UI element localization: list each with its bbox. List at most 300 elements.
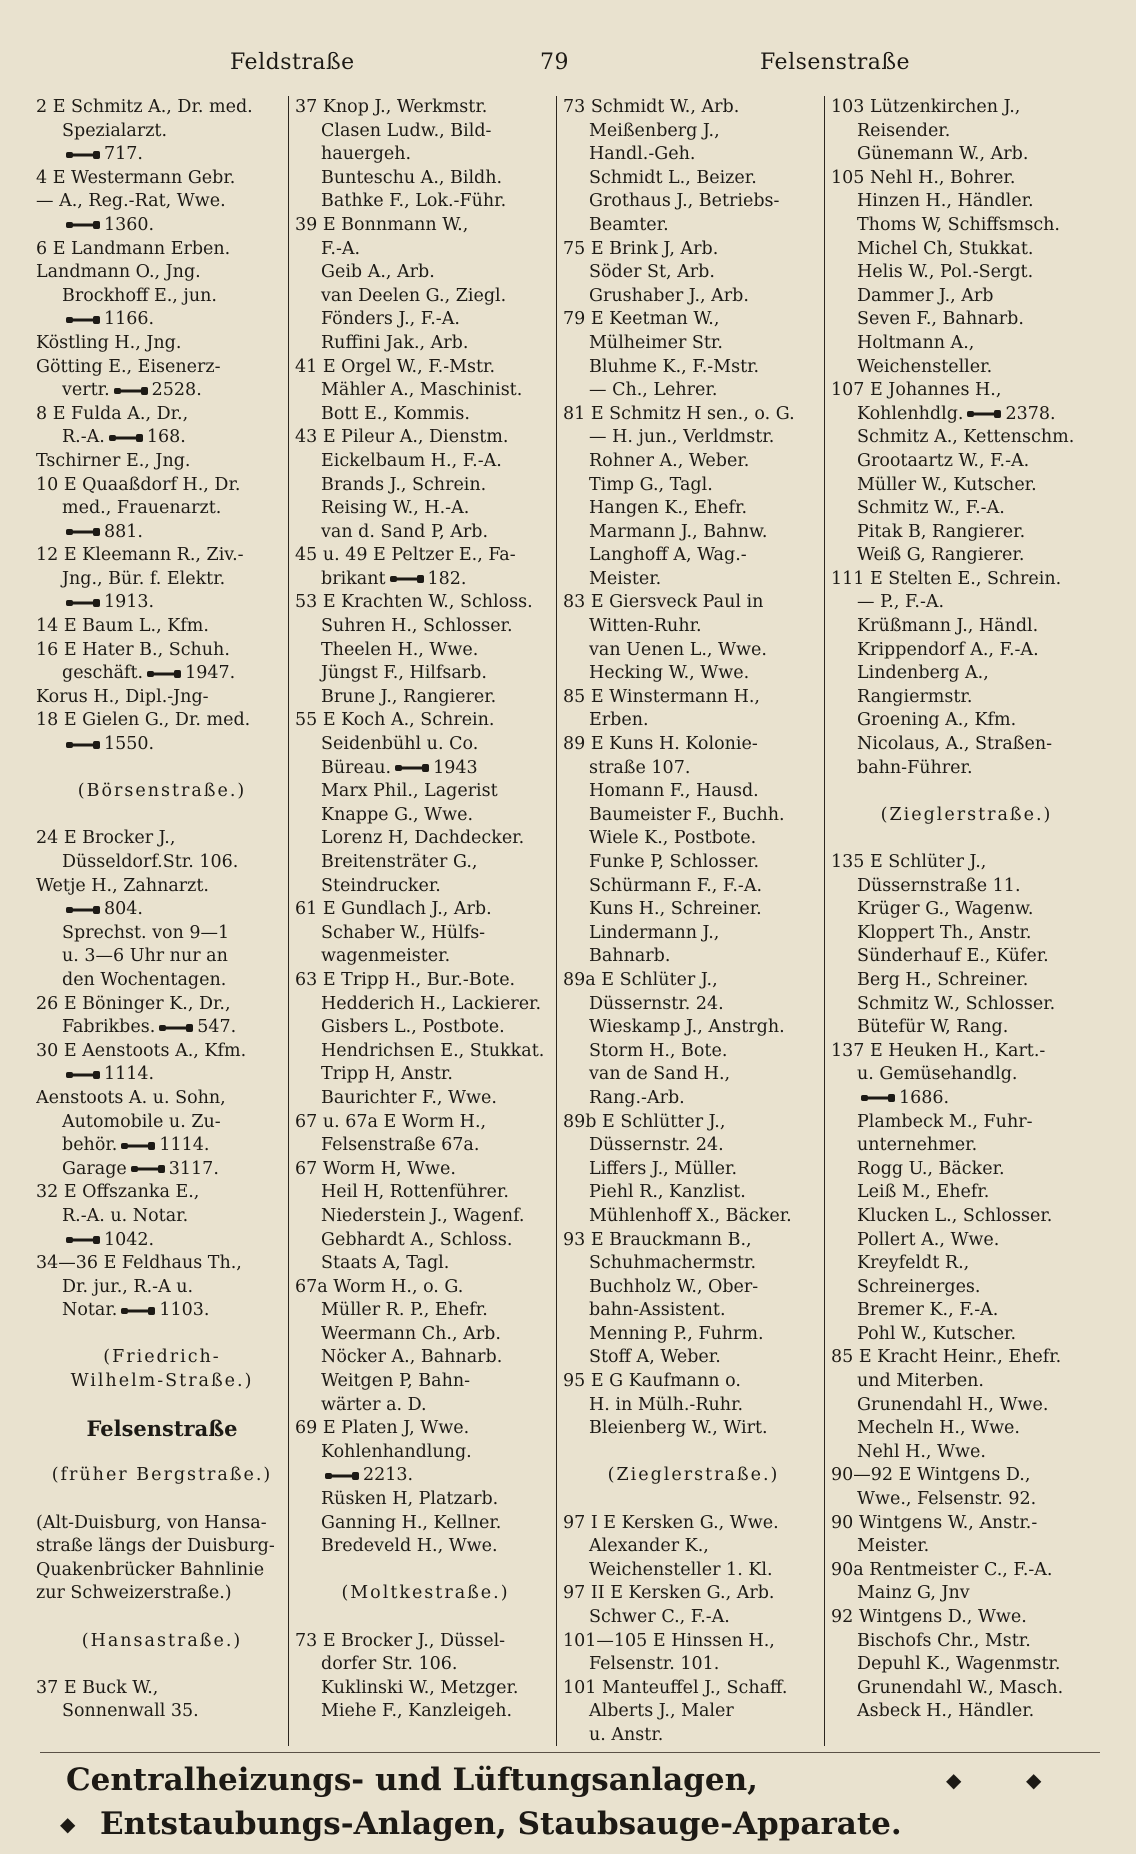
phone-number: 547. [197,1017,237,1038]
directory-entry-line: Weitgen P, Bahn- [321,1371,471,1392]
directory-entry-line: Mecheln H., Wwe. [857,1418,1020,1439]
directory-entry-line: Düssernstr. 24. [589,1135,724,1156]
directory-entry-line: Bahnarb. [589,946,671,967]
directory-entry-line: 79 E Keetman W., [563,309,720,330]
directory-entry-line: Automobile u. Zu- [62,1111,221,1132]
spacer [831,827,1102,851]
entry-text: Fabrikbes. [62,1017,156,1038]
directory-entry-line: Dammer J., Arb [857,285,994,306]
directory-entry-line: Seidenbühl u. Co. [321,734,479,755]
directory-entry-line: Köstling H., Jng. [36,332,182,353]
directory-entry-line [36,426,288,450]
directory-entry-line: Thoms W, Schiffsmsch. [857,214,1060,235]
directory-entry-line: (Alt-Duisburg, von Hansa- [36,1512,267,1533]
directory-entry-line: Ganning H., Kellner. [321,1512,502,1533]
directory-entry-line: Bathke F., Lok.-Führ. [321,191,507,212]
telephone-receiver-icon [147,669,181,679]
directory-entry-line: Helis W., Pol.-Sergt. [857,262,1034,283]
phone-number: 1686. [899,1087,950,1108]
directory-entry-line: Düsseldorf.Str. 106. [62,852,239,872]
directory-entry-line: u. Gemüsehandlg. [857,1064,1018,1085]
directory-entry-line: zur Schweizerstraße.) [36,1583,232,1604]
phone-number: 1166. [104,309,155,330]
advertisement-line-1 [66,1762,1126,1798]
directory-entry-line: 89 E Kuns H. Kolonie- [563,734,758,755]
phone-number: 2528. [151,380,202,401]
ornament-diamond-icon: ◆ [60,1812,76,1836]
directory-entry-line: Kohlenhandlung. [321,1441,472,1462]
directory-entry-line: Groening A., Kfm. [857,710,1017,731]
spacer [831,780,1102,804]
column-1 [36,96,288,1746]
directory-entry-line: hauergeh. [321,144,412,165]
directory-entry-line: Rang.-Arb. [589,1087,685,1108]
directory-entry-line: 137 E Heuken H., Kart.- [831,1040,1046,1061]
directory-entry-line: Handl.-Geh. [589,144,696,165]
directory-entry-line: Heil H, Rottenführer. [321,1182,509,1203]
directory-entry-line: van Uenen L., Wwe. [589,639,767,660]
directory-entry-line: Mähler A., Maschinist. [321,380,523,401]
directory-entry-line: Sünderhauf E., Küfer. [857,946,1049,967]
phone-number: 182. [427,568,467,589]
directory-entry-line: 37 Knop J., Werkmstr. [295,97,488,117]
telephone-receiver-icon [390,574,424,584]
directory-entry-line: Nöcker A., Bahnarb. [321,1347,503,1368]
directory-entry-line: Plambeck M., Fuhr- [857,1111,1033,1132]
header-left-street: Feldstraße [230,50,355,75]
directory-entry-line: Funke P, Schlosser. [589,852,760,872]
phone-number: 1114. [159,1135,210,1156]
directory-entry-line [36,379,288,403]
page-number: 79 [540,50,569,75]
phone-number: 1103. [159,1300,210,1321]
cross-street-label: (Friedrich- [103,1347,221,1368]
phone-number: 881. [104,521,143,542]
directory-entry-line: 55 E Koch A., Schrein. [295,710,495,731]
directory-entry-line: 81 E Schmitz H sen., o. G. [563,403,795,424]
spacer [36,757,288,781]
directory-entry-line: Aenstoots A. u. Sohn, [36,1087,226,1108]
directory-entry-line: Beamter. [589,214,669,235]
directory-columns [36,96,1102,1746]
directory-entry-line: Weichensteller 1. Kl. [589,1559,773,1580]
directory-entry-line: 107 E Johannes H., [831,380,1002,401]
directory-entry-line: Mülheimer Str. [589,332,723,353]
telephone-receiver-icon [121,1141,155,1151]
directory-entry-line [36,1063,288,1087]
directory-entry-line: 18 E Gielen G., Dr. med. [36,710,251,731]
directory-entry-line: wärter a. D. [321,1394,427,1415]
directory-entry-line: — H. jun., Verldmstr. [589,427,775,448]
telephone-receiver-icon [395,763,429,773]
spacer [295,1606,556,1630]
directory-entry-line: Reising W., H.-A. [321,498,470,519]
directory-entry-line: Brands J., Schrein. [321,474,487,495]
directory-entry-line: 26 E Böninger K., Dr., [36,993,231,1014]
telephone-receiver-icon [66,150,100,160]
directory-entry-line: Clasen Ludw., Bild- [321,120,492,141]
directory-entry-line [36,733,288,757]
directory-entry-line: Reisender. [857,120,951,141]
footer-divider [40,1752,1100,1753]
directory-entry-line: Schuhmachermstr. [589,1253,757,1274]
directory-entry-line: Eickelbaum H., F.-A. [321,450,502,471]
directory-entry-line: Berg H., Schreiner. [857,969,1029,990]
telephone-receiver-icon [66,740,100,750]
directory-entry-line: wagenmeister. [321,946,451,967]
directory-entry-line: 34—36 E Feldhaus Th., [36,1253,242,1274]
directory-entry-line: Hecking W., Wwe. [589,663,750,684]
spacer [36,1606,288,1630]
telephone-receiver-icon [66,315,100,325]
directory-entry-line: Landmann O., Jng. [36,262,201,283]
directory-entry-line: bahn-Führer. [857,757,973,778]
directory-entry-line: van d. Sand P, Arb. [321,521,489,542]
phone-number: 1114. [104,1064,155,1085]
directory-entry-line: Mainz G, Jnv [857,1583,970,1604]
directory-entry-line: Schmitz A., Kettenschm. [857,427,1075,448]
directory-entry-line: 2 E Schmitz A., Dr. med. [36,97,253,117]
directory-entry-line: 6 E Landmann Erben. [36,238,231,259]
directory-entry-line: Schwer C., F.-A. [589,1607,730,1627]
entry-text: Garage [62,1158,127,1179]
directory-entry-line: Baumeister F., Buchh. [589,804,785,825]
directory-entry-line: Brockhoff E., jun. [62,285,217,306]
telephone-receiver-icon [159,1023,193,1033]
directory-entry-line [831,403,1102,427]
directory-entry-line: 89a E Schlüter J., [563,969,718,990]
directory-entry-line: 105 Nehl H., Bohrer. [831,167,1016,188]
directory-entry-line: Tripp H, Anstr. [321,1064,453,1085]
directory-entry-line [36,1016,288,1040]
column-4 [824,96,1102,1746]
directory-entry-line: Kuns H., Schreiner. [589,899,762,920]
directory-entry-line: 89b E Schlütter J., [563,1111,726,1132]
directory-entry-line [36,1134,288,1158]
directory-entry-line: 37 E Buck W., [36,1677,159,1698]
phone-number: 2213. [363,1465,414,1486]
directory-entry-line: Seven F., Bahnarb. [857,309,1024,330]
directory-entry-line: Hendrichsen E., Stukkat. [321,1040,545,1061]
directory-entry-line: Krüßmann J., Händl. [857,616,1039,637]
directory-entry-line: 97 I E Kersken G., Wwe. [563,1512,779,1533]
directory-entry-line: Fönders J., F.-A. [321,309,460,330]
directory-entry-line: Kloppert Th., Anstr. [857,922,1032,943]
directory-entry-line: Hedderich H., Lackierer. [321,993,542,1014]
directory-entry-line: Marmann J., Bahnw. [589,521,768,542]
ornament-diamond-icon: ◆ [1026,1768,1042,1792]
directory-entry-line: Weiß G, Rangierer. [857,545,1025,566]
cross-street-label: (Zieglerstraße.) [607,1465,780,1486]
directory-entry-line: Müller R. P., Ehefr. [321,1300,488,1321]
directory-entry-line: Witten-Ruhr. [589,616,702,637]
directory-entry-line: R.-A. u. Notar. [62,1205,189,1226]
entry-text: Notar. [62,1300,118,1321]
directory-entry-line: 73 E Brocker J., Düssel- [295,1630,506,1651]
directory-entry-line: 83 E Giersveck Paul in [563,592,764,613]
directory-entry-line: Spezialarzt. [62,120,168,141]
directory-entry-line: Menning P., Fuhrm. [589,1323,764,1344]
directory-entry-line: 101—105 E Hinssen H., [563,1630,775,1651]
directory-entry-line: Schmitz W., Schlosser. [857,993,1056,1014]
directory-entry-line: H. in Mülh.-Ruhr. [589,1394,744,1415]
directory-entry-line: den Wochentagen. [62,969,227,990]
directory-entry-line: Wetje H., Zahnarzt. [36,875,209,896]
directory-entry-line: Bremer K., F.-A. [857,1300,999,1321]
directory-entry-line: straße längs der Duisburg- [36,1536,275,1557]
directory-entry-line: — P., F.-A. [857,592,945,613]
directory-entry-line [36,214,288,238]
column-2 [288,96,556,1746]
directory-entry-line: Schmitz W., F.-A. [857,498,1005,519]
directory-entry-line [36,143,288,167]
directory-entry-line: Erben. [589,710,649,731]
directory-entry-line: Bischofs Chr., Mstr. [857,1630,1031,1651]
directory-entry-line: Kreyfeldt R., [857,1253,970,1274]
directory-entry-line: Rohner A., Weber. [589,450,750,471]
directory-entry-line: Rüsken H, Platzarb. [321,1489,499,1510]
directory-entry-line: Düssernstr. 24. [589,993,724,1014]
directory-entry-line: Dr. jur., R.-A u. [62,1276,194,1297]
directory-entry-line: Schreinerges. [857,1276,981,1297]
spacer [36,1488,288,1512]
directory-entry-line: 24 E Brocker J., [36,828,176,849]
directory-entry-line: Gebhardt A., Schloss. [321,1229,513,1250]
directory-entry-line: 67a Worm H., o. G. [295,1276,464,1297]
directory-entry-line: Bütefür W, Rang. [857,1017,1009,1038]
directory-entry-line: unternehmer. [857,1135,978,1156]
directory-entry-line: Sprechst. von 9—1 [62,922,230,943]
directory-entry-line: Theelen H., Wwe. [321,639,479,660]
directory-entry-line [36,1158,288,1182]
directory-entry-line: Grunendahl W., Masch. [857,1677,1064,1698]
directory-entry-line: Grushaber J., Arb. [589,285,749,306]
directory-entry-line: Bleienberg W., Wirt. [589,1418,768,1439]
telephone-receiver-icon [66,527,100,537]
entry-text: geschäft. [62,663,144,684]
directory-entry-line [36,591,288,615]
directory-entry-line: 135 E Schlüter J., [831,852,987,872]
directory-entry-line: Michel Ch, Stukkat. [857,238,1034,259]
directory-entry-line: 4 E Westermann Gebr. [36,167,236,188]
directory-entry-line: Buchholz W., Ober- [589,1276,759,1297]
directory-entry-line [831,1087,1102,1111]
phone-number: 1042. [104,1229,155,1250]
directory-entry-line: Schürmann F., F.-A. [589,875,763,896]
advertisement-text-1: Centralheizungs- und Lüftungsanlagen, [66,1762,758,1798]
directory-entry-line: 85 E Winstermann H., [563,686,760,707]
directory-entry-line [36,662,288,686]
directory-entry-line: Bott E., Kommis. [321,403,470,424]
directory-entry-line: F.-A. [321,238,361,259]
spacer [36,1394,288,1418]
directory-entry-line: 75 E Brink J, Arb. [563,238,719,259]
cross-street-label: Wilhelm-Straße.) [70,1371,254,1392]
entry-text: Kohlenhdlg. [857,403,964,424]
spacer [36,1441,288,1465]
directory-entry-line: Nehl H., Wwe. [857,1441,986,1462]
telephone-receiver-icon [66,905,100,915]
directory-entry-line: Stoff A, Weber. [589,1347,721,1368]
directory-entry-line: Rogg U., Bäcker. [857,1158,1005,1179]
directory-entry-line: Timp G., Tagl. [589,474,713,495]
directory-entry-line: 30 E Aenstoots A., Kfm. [36,1040,247,1061]
telephone-receiver-icon [861,1093,895,1103]
phone-number: 1913. [104,592,155,613]
directory-entry-line: Müller W., Kutscher. [857,474,1037,495]
page-header [40,46,1100,82]
spacer [36,1653,288,1677]
directory-entry-line: Geib A., Arb. [321,262,435,283]
directory-entry-line: Liffers J., Müller. [589,1158,738,1179]
directory-entry-line: Felsenstraße 67a. [321,1135,480,1156]
advertisement-text-2: Entstaubungs-Anlagen, Staubsauge-Apparate. [100,1806,902,1842]
directory-entry-line: Grunendahl H., Wwe. [857,1394,1049,1415]
directory-entry-line: Meister. [857,1536,930,1557]
directory-entry-line: Düssernstraße 11. [857,875,1021,896]
directory-entry-line: 69 E Platen J, Wwe. [295,1418,470,1439]
directory-entry-line: 97 II E Kersken G., Arb. [563,1583,775,1604]
directory-entry-line: Tschirner E., Jng. [36,450,191,471]
directory-entry-line: 85 E Kracht Heinr., Ehefr. [831,1347,1062,1368]
directory-entry-line: Steindrucker. [321,875,441,896]
street-heading: Felsenstraße [86,1417,238,1441]
directory-entry-line: Lorenz H, Dachdecker. [321,828,525,849]
directory-entry-line: Niederstein J., Wagenf. [321,1205,525,1226]
telephone-receiver-icon [66,1235,100,1245]
directory-entry-line: u. 3—6 Uhr nur an [62,946,228,967]
directory-entry-line: Lindenberg A., [857,663,989,684]
entry-text: brikant [321,568,386,589]
directory-entry-line: 61 E Gundlach J., Arb. [295,899,492,920]
cross-street-label: (früher Bergstraße.) [51,1465,273,1486]
directory-entry-line: Baurichter F., Wwe. [321,1087,497,1108]
directory-entry-line: 53 E Krachten W., Schloss. [295,592,533,613]
entry-text: behör. [62,1135,118,1156]
directory-entry-line: — Ch., Lehrer. [589,380,718,401]
directory-entry-line: 41 E Orgel W., F.-Mstr. [295,356,496,377]
directory-entry-line: Meißenberg J., [589,120,720,141]
cross-street-label: (Moltkestraße.) [341,1583,510,1604]
directory-entry-line: Pitak B, Rangierer. [857,521,1026,542]
directory-entry-line [36,308,288,332]
directory-entry-line: Bunteschu A., Bildh. [321,167,503,188]
directory-entry-line: Hangen K., Ehefr. [589,498,748,519]
column-3 [556,96,824,1746]
directory-entry-line: Krüger G., Wagenw. [857,899,1034,920]
directory-entry-line: und Miterben. [857,1371,984,1392]
directory-entry-line: Quakenbrücker Bahnlinie [36,1559,265,1580]
directory-entry-line: Bluhme K., F.-Mstr. [589,356,760,377]
phone-number: 2378. [1005,403,1056,424]
telephone-receiver-icon [66,1070,100,1080]
directory-entry-line [36,898,288,922]
spacer [563,1441,824,1465]
cross-street-label: (Börsenstraße.) [77,781,247,802]
directory-entry-line: 67 Worm H, Wwe. [295,1158,456,1179]
directory-entry-line: Hinzen H., Händler. [857,191,1034,212]
directory-entry-line: 14 E Baum L., Kfm. [36,616,209,637]
directory-entry-line: 10 E Quaaßdorf H., Dr. [36,474,241,495]
directory-entry-line: — A., Reg.-Rat, Wwe. [36,191,226,212]
directory-entry-line: 73 Schmidt W., Arb. [563,97,740,117]
telephone-receiver-icon [121,1306,155,1316]
directory-entry-line: Depuhl K., Wagenmstr. [857,1654,1061,1675]
directory-entry-line: Lindermann J., [589,922,720,943]
directory-entry-line: bahn-Assistent. [589,1300,726,1321]
directory-entry-line: 67 u. 67a E Worm H., [295,1111,487,1132]
directory-entry-line: straße 107. [589,757,691,778]
directory-entry-line: Wwe., Felsenstr. 92. [857,1489,1037,1510]
cross-street-label: (Zieglerstraße.) [880,804,1053,825]
directory-entry-line: Korus H., Dipl.-Jng- [36,686,209,707]
directory-entry-line: Krippendorf A., F.-A. [857,639,1039,660]
directory-entry-line [36,521,288,545]
directory-entry-line: 95 E G Kaufmann o. [563,1371,741,1392]
telephone-receiver-icon [109,433,143,443]
directory-entry-line: van de Sand H., [589,1064,731,1085]
directory-entry-line: med., Frauenarzt. [62,498,222,519]
directory-entry-line [36,1299,288,1323]
cross-street-label: (Hansastraße.) [81,1630,243,1651]
directory-entry-line: van Deelen G., Ziegl. [321,285,507,306]
directory-entry-line: Ruffini Jak., Arb. [321,332,469,353]
phone-number: 804. [104,899,143,920]
directory-entry-line: Miehe F., Kanzleigeh. [321,1701,513,1722]
directory-entry-line: 103 Lützenkirchen J., [831,97,1021,117]
directory-entry-line: Brune J., Rangierer. [321,686,497,707]
phone-number: 1550. [104,734,155,755]
directory-entry-line: Holtmann A., [857,332,975,353]
directory-entry-line: Gisbers L., Postbote. [321,1017,505,1038]
telephone-receiver-icon [114,386,148,396]
directory-entry-line: 90 Wintgens W., Anstr.- [831,1512,1038,1533]
directory-entry-line: Götting E., Eisenerz- [36,356,221,377]
directory-entry-line [295,757,556,781]
phone-number: 1947. [185,663,236,684]
directory-entry-line: Pollert A., Wwe. [857,1229,1000,1250]
directory-entry-line: Homann F., Hausd. [589,781,759,802]
phone-number: 168. [146,427,186,448]
directory-entry-line: Nicolaus, A., Straßen- [857,734,1053,755]
telephone-receiver-icon [131,1164,165,1174]
directory-entry-line [36,1229,288,1253]
directory-entry-line: Jng., Bür. f. Elektr. [62,568,226,589]
directory-entry-line [295,1464,556,1488]
ornament-diamond-icon: ◆ [946,1768,962,1792]
directory-entry-line: Mühlenhoff X., Bäcker. [589,1205,792,1226]
directory-entry-line: Weichensteller. [857,356,993,377]
directory-entry-line: 16 E Hater B., Schuh. [36,639,230,660]
directory-entry-line: 63 E Tripp H., Bur.-Bote. [295,969,516,990]
phone-number: 717. [104,144,143,165]
directory-entry-line: Weermann Ch., Arb. [321,1323,501,1344]
directory-entry-line: 43 E Pileur A., Dienstm. [295,427,509,448]
spacer [36,804,288,828]
directory-entry-line: 93 E Brauckmann B., [563,1229,752,1250]
directory-entry-line: 111 E Stelten E., Schrein. [831,568,1062,589]
directory-entry-line: 90a Rentmeister C., F.-A. [831,1559,1053,1580]
directory-entry-line: Alberts J., Maler [589,1701,734,1722]
directory-entry-line: 39 E Bonnmann W., [295,214,469,235]
telephone-receiver-icon [66,598,100,608]
directory-entry-line: Grothaus J., Betriebs- [589,191,780,212]
directory-entry-line [295,568,556,592]
directory-entry-line: Grootaartz W., F.-A. [857,450,1030,471]
directory-entry-line: 12 E Kleemann R., Ziv.- [36,545,244,566]
spacer [295,1559,556,1583]
telephone-receiver-icon [325,1471,359,1481]
